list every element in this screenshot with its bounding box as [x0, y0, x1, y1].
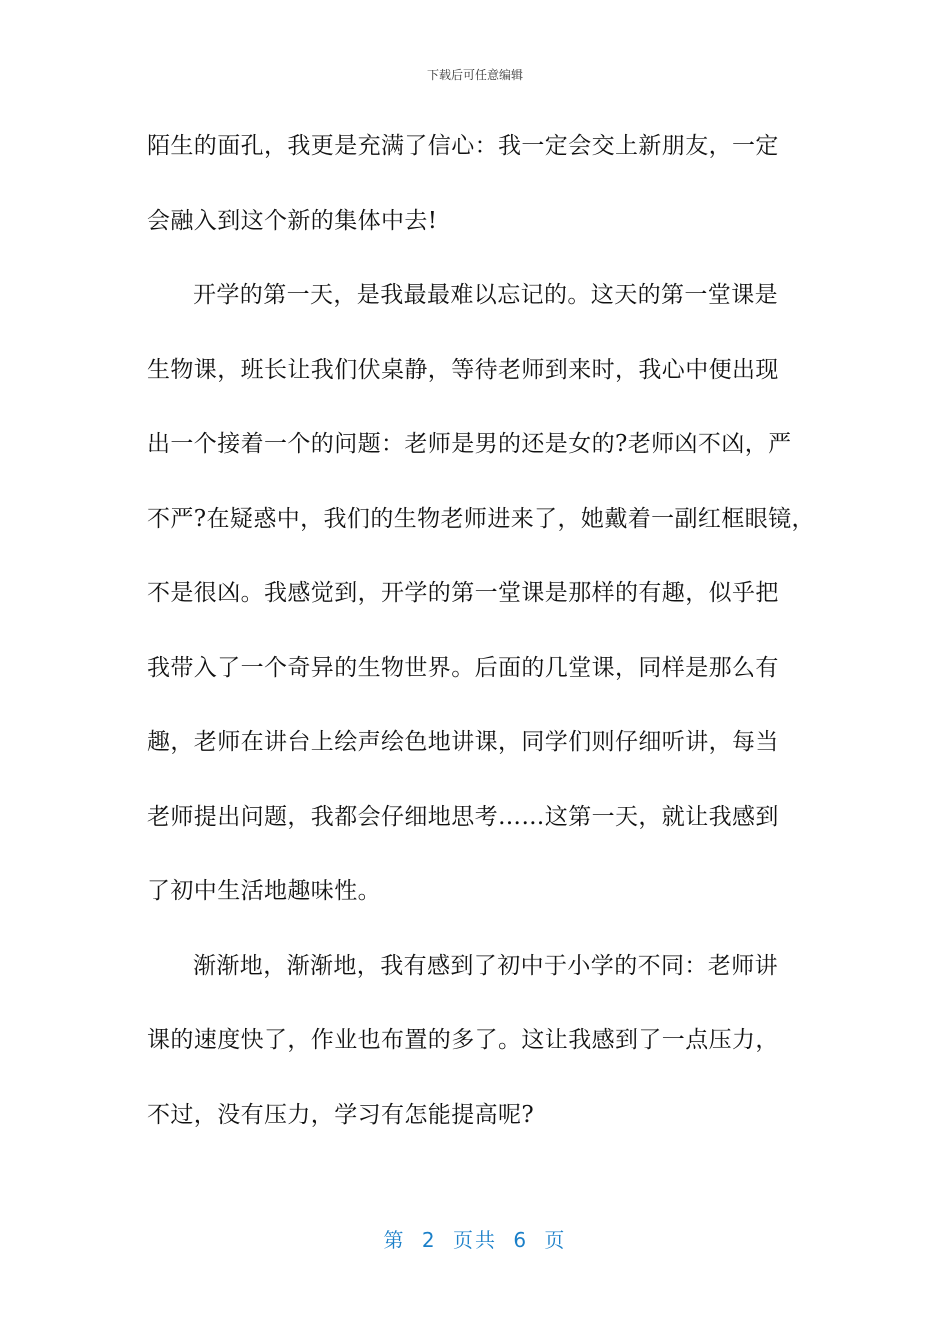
document-body	[147, 119, 827, 1162]
page-header: 下载后可任意编辑	[426, 68, 523, 82]
text-line-6: 不严?在疑惑中，我们的生物老师进来了，她戴着一副红框眼镜，	[147, 505, 815, 532]
text-line-7: 不是很凶。我感觉到，开学的第一堂课是那样的有趣，似乎把	[147, 580, 779, 606]
text-line-2: 会融入到这个新的集体中去!	[147, 207, 438, 234]
text-line-9: 趣，老师在讲台上绘声绘色地讲课，同学们则仔细听讲，每当	[147, 729, 779, 755]
text-line-8: 我带入了一个奇异的生物世界。后面的几堂课，同样是那么有	[147, 654, 779, 681]
text-line-13: 课的速度快了，作业也布置的多了。这让我感到了一点压力，	[147, 1027, 779, 1053]
text-line-11: 了初中生活地趣味性。	[147, 878, 381, 904]
text-line-3: 开学的第一天，是我最最难以忘记的。这天的第一堂课是	[193, 282, 778, 308]
text-line-1: 陌生的面孔，我更是充满了信心：我一定会交上新朋友，一定	[147, 133, 779, 159]
text-line-12: 渐渐地，渐渐地，我有感到了初中于小学的不同：老师讲	[193, 952, 778, 979]
text-line-14: 不过，没有压力，学习有怎能提高呢?	[147, 1101, 535, 1128]
page-number-footer: 第 2 页共 6 页	[383, 1228, 567, 1252]
text-line-5: 出一个接着一个的问题：老师是男的还是女的?老师凶不凶，严	[147, 431, 792, 457]
text-line-4: 生物课，班长让我们伏桌静，等待老师到来时，我心中便出现	[147, 356, 779, 383]
text-line-10: 老师提出问题，我都会仔细地思考……这第一天，就让我感到	[147, 803, 779, 830]
